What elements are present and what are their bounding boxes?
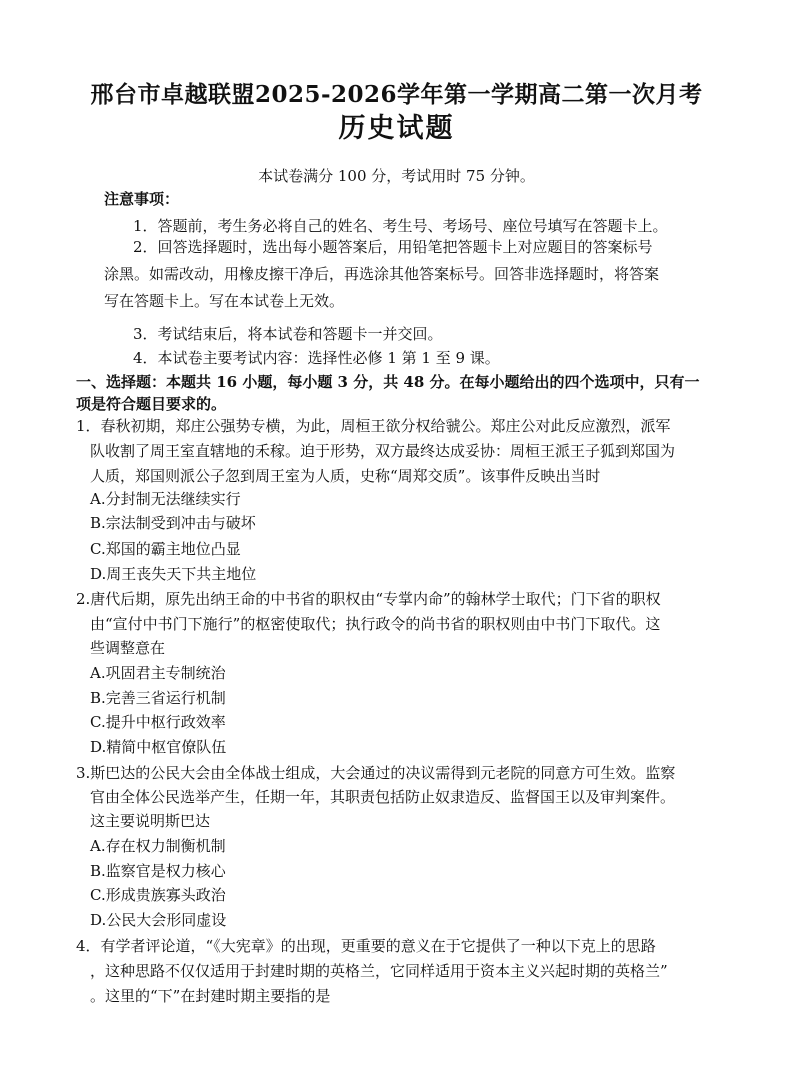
- notice-item-2-cont: 写在答题卡上。写在本试卷上无效。: [104, 292, 345, 310]
- question-3-stem-cont: 官由全体公民选举产生，任期一年，其职责包括防止奴隶造反、监督国王以及审判案件。: [90, 788, 676, 806]
- question-1-option-c: C.郑国的霸主地位凸显: [90, 540, 241, 558]
- question-2-stem-cont: 些调整意在: [90, 639, 166, 657]
- question-1-stem-cont: 人质，郑国则派公子忽到周王室为人质，史称“周郑交质”。该事件反映出当时: [90, 467, 601, 485]
- notice-item-2-cont: 涂黑。如需改动，用橡皮擦干净后，再选涂其他答案标号。回答非选择题时，将答案: [104, 265, 660, 283]
- question-3-stem-cont: 这主要说明斯巴达: [90, 812, 211, 830]
- question-3-option-b: B.监察官是权力核心: [90, 862, 226, 880]
- question-1-option-a: A.分封制无法继续实行: [90, 490, 241, 508]
- notice-title: 注意事项：: [104, 190, 180, 208]
- question-4-stem-cont: ，这种思路不仅仅适用于封建时期的英格兰，它同样适用于资本主义兴起时期的英格兰”: [90, 962, 668, 980]
- question-3-option-c: C.形成贵族寡头政治: [90, 886, 226, 904]
- question-3-option-d: D.公民大会形同虚设: [90, 911, 227, 929]
- question-1-stem-cont: 队收割了周王室直辖地的禾稼。迫于形势，双方最终达成妥协：周桓王派王子狐到郑国为: [90, 442, 676, 460]
- question-4-stem-cont: 。这里的“下”在封建时期主要指的是: [90, 987, 331, 1005]
- question-3-option-a: A.存在权力制衡机制: [90, 837, 226, 855]
- exam-title: 邢台市卓越联盟2025-2026学年第一学期高二第一次月考: [90, 81, 703, 108]
- question-2-option-a: A.巩固君主专制统治: [90, 664, 226, 682]
- question-1-stem: 1．春秋初期，郑庄公强势专横，为此，周桓王欲分权给虢公。郑庄公对此反应激烈，派军: [76, 417, 671, 435]
- question-1-option-d: D.周王丧失天下共主地位: [90, 565, 257, 583]
- notice-item-1: 1．答题前，考生务必将自己的姓名、考生号、考场号、座位号填写在答题卡上。: [133, 217, 668, 235]
- notice-item-4: 4．本试卷主要考试内容：选择性必修 1 第 1 至 9 课。: [133, 349, 500, 367]
- question-2-option-d: D.精简中枢官僚队伍: [90, 738, 227, 756]
- question-2-option-c: C.提升中枢行政效率: [90, 713, 226, 731]
- section-heading-cont: 项是符合题目要求的。: [76, 395, 227, 413]
- question-2-stem: 2.唐代后期，原先出纳王命的中书省的职权由“专掌内命”的翰林学士取代；门下省的职权: [76, 590, 661, 608]
- question-3-stem: 3.斯巴达的公民大会由全体战士组成，大会通过的决议需得到元老院的同意方可生效。监察: [76, 764, 676, 782]
- question-4-stem: 4．有学者评论道，“《大宪章》的出现，更重要的意义在于它提供了一种以下克上的思路: [76, 937, 656, 955]
- question-2-stem-cont: 由“宣付中书门下施行”的枢密使取代；执行政令的尚书省的职权则由中书门下取代。这: [90, 615, 661, 633]
- score-time-text: 本试卷满分 100 分，考试用时 75 分钟。: [258, 167, 535, 185]
- section-heading: 一、选择题：本题共 16 小题，每小题 3 分，共 48 分。在每小题给出的四个选项中，只有一: [76, 373, 700, 391]
- notice-item-2: 2．回答选择题时，选出每小题答案后，用铅笔把答题卡上对应题目的答案标号: [133, 238, 653, 256]
- notice-item-3: 3．考试结束后，将本试卷和答题卡一并交回。: [133, 325, 443, 343]
- subject-title: 历史试题: [338, 113, 455, 144]
- question-1-option-b: B.宗法制受到冲击与破坏: [90, 514, 256, 532]
- question-2-option-b: B.完善三省运行机制: [90, 689, 226, 707]
